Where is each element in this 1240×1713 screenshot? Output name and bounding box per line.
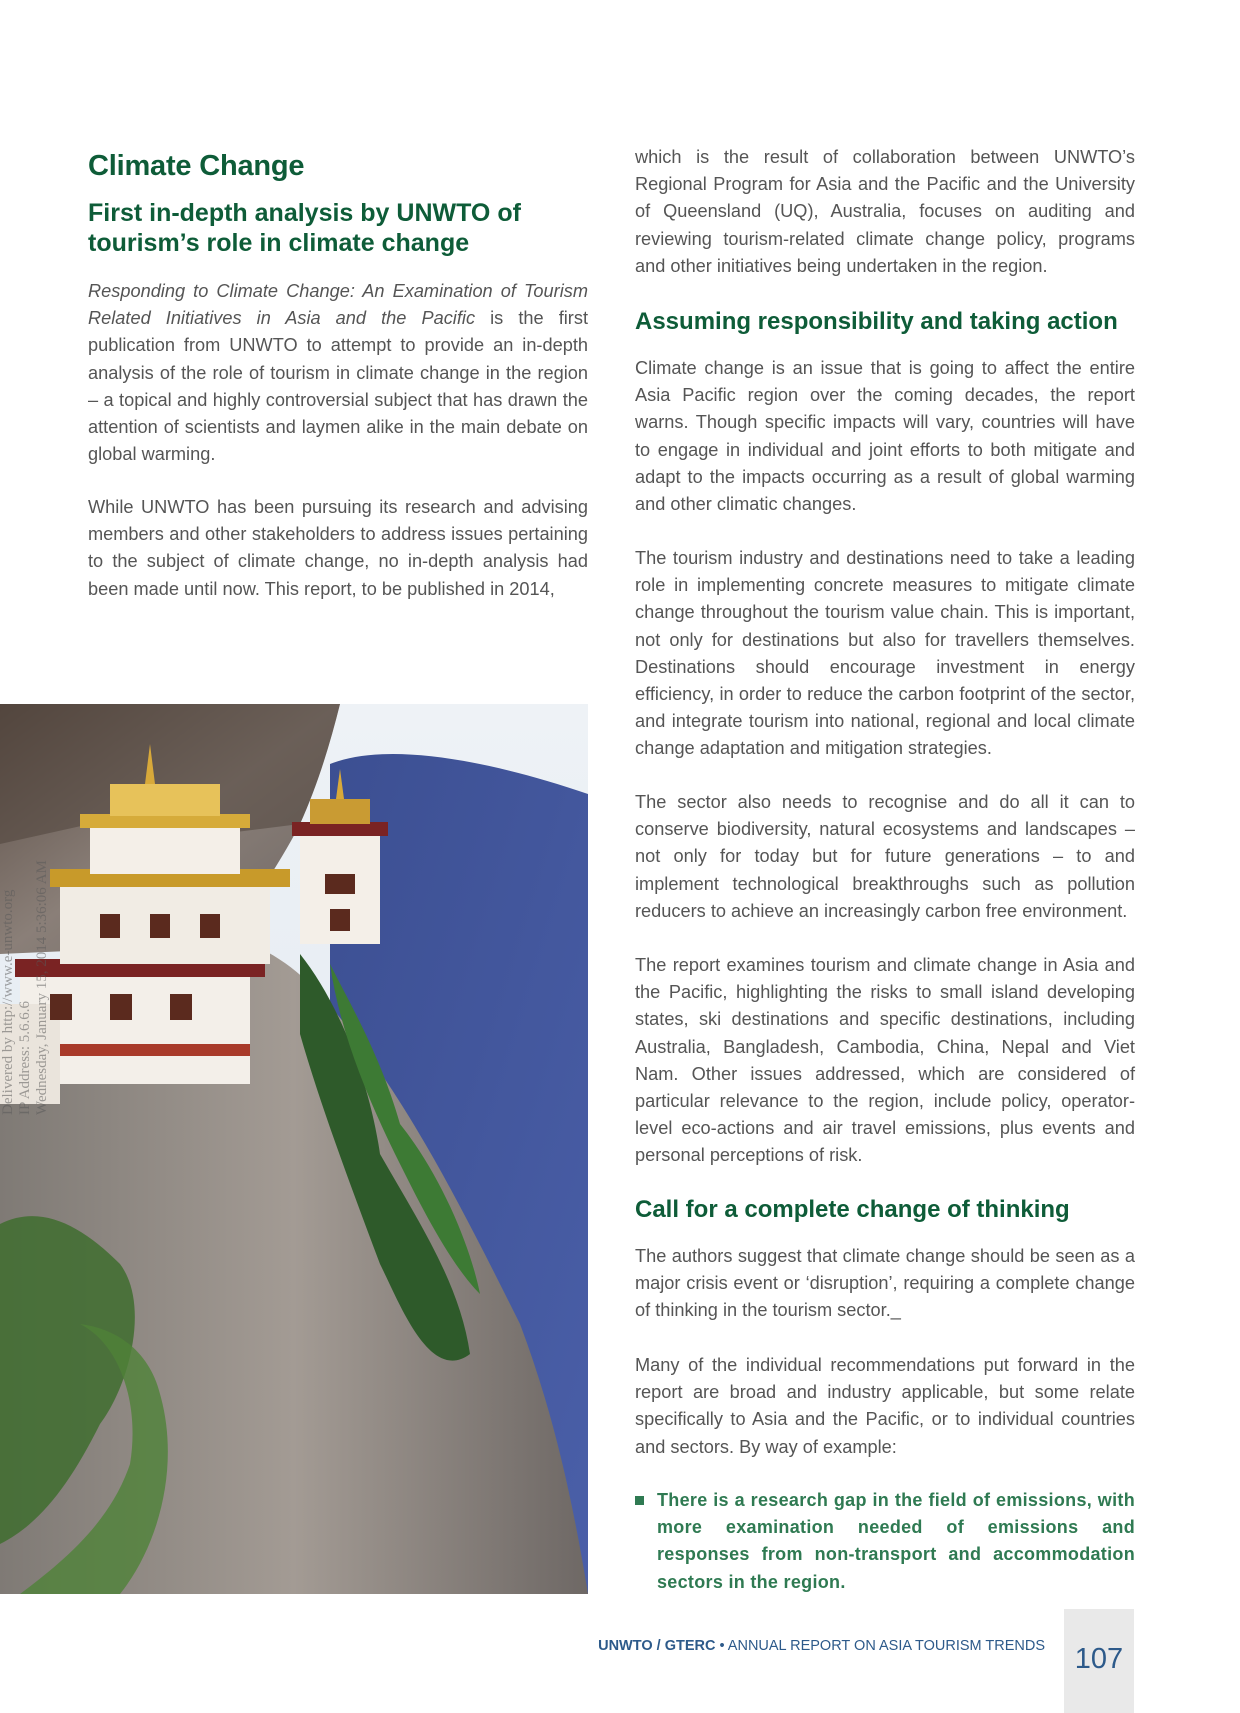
paragraph-recommendations: Many of the individual recommendations put forward in the report are broad and industry applicable, but some relate specifically to Asia and the Pacific, or to individual countries and sectors. By way of example:	[635, 1355, 1135, 1457]
page-number: 107	[1074, 1643, 1124, 1675]
publication-title: Responding to Climate Change: An Examination of Tourism Related Initiatives in Asia and the Pacific	[88, 281, 588, 329]
paragraph-impacts: Climate change is an issue that is going to affect the entire Asia Pacific region over the coming decades, the report warns. Though specific impacts will vary, countries will have to engage in individual and joint efforts to both mitigate and adapt to the impacts occurring as a result of global warming and other climatic changes.	[635, 358, 1135, 515]
heading-responsibility: Assuming responsibility and taking action	[635, 308, 1118, 335]
bullet-research-gap: There is a research gap in the field of emissions, with more examination needed of emissions and responses from non-transport and accommodation sectors in the region.	[635, 1487, 1135, 1596]
paragraph-report-examines: The report examines tourism and climate change in Asia and the Pacific, highlighting the risks to small island developing states, ski destinations and specific destinations, including Australia, Bangladesh, Cambodia, China, Nepal and Viet Nam. Other issues addressed, which are considered of particular relevance to the region, include policy, operator-level eco-actions and air travel emissions, plus events and personal perceptions of risk.	[635, 955, 1135, 1166]
download-watermark: Delivered by http://www.e-unwto.org IP Address: 5.6.6.6 Wednesday, January 15, 2014 5:36:06 AM	[0, 860, 50, 1115]
heading-change-thinking: Call for a complete change of thinking	[635, 1196, 1070, 1223]
paragraph-research: While UNWTO has been pursuing its research and advising members and other stakeholders to address issues pertaining to the subject of climate change, no in-depth analysis had been made until now. This report, to be published in 2014,	[88, 497, 588, 599]
monastery-cliff-photo	[0, 704, 588, 1594]
paragraph-biodiversity: The sector also needs to recognise and do all it can to conserve biodiversity, natural ecosystems and landscapes – not only for today but for future generations – to and implement technological breakthroughs such as pollution reducers to achieve an increasingly carbon free environment.	[635, 792, 1135, 921]
paragraph-intro: Responding to Climate Change: An Examination of Tourism Related Initiatives in Asia and the Pacific is the first publication from UNWTO to attempt to provide an in-depth analysis of the role of tourism in climate change in the region – a topical and highly controversial subject that has drawn the attention of scientists and laymen alike in the main debate on global warming.	[88, 281, 588, 465]
square-bullet-icon	[635, 1496, 644, 1505]
section-subtitle: First in-depth analysis by UNWTO of tourism’s role in climate change	[88, 199, 521, 257]
section-title: Climate Change	[88, 150, 305, 182]
footer-report-title: ANNUAL REPORT ON ASIA TOURISM TRENDS	[727, 1638, 1045, 1654]
paragraph-industry-role: The tourism industry and destinations need to take a leading role in implementing concrete measures to mitigate climate change throughout the tourism value chain. This is important, not only for destinations but also for travellers themselves. Destinations should encourage investment in energy efficiency, in order to reduce the carbon footprint of the sector, and integrate tourism into national, regional and local climate change adaptation and mitigation strategies.	[635, 548, 1135, 759]
paragraph-crisis: The authors suggest that climate change should be seen as a major crisis event or ‘disruption’, requiring a complete change of thinking in the tourism sector._	[635, 1246, 1135, 1321]
running-footer: UNWTO / GTERC • ANNUAL REPORT ON ASIA TOURISM TRENDS	[598, 1638, 1045, 1654]
page-number-box	[1064, 1609, 1134, 1713]
footer-org: UNWTO / GTERC	[598, 1638, 716, 1654]
paragraph-continued: which is the result of collaboration between UNWTO’s Regional Program for Asia and the Pacific and the University of Queensland (UQ), Australia, focuses on auditing and reviewing tourism-related climate change policy, programs and other initiatives being undertaken in the region.	[635, 147, 1135, 276]
page-footer	[0, 1600, 1240, 1713]
